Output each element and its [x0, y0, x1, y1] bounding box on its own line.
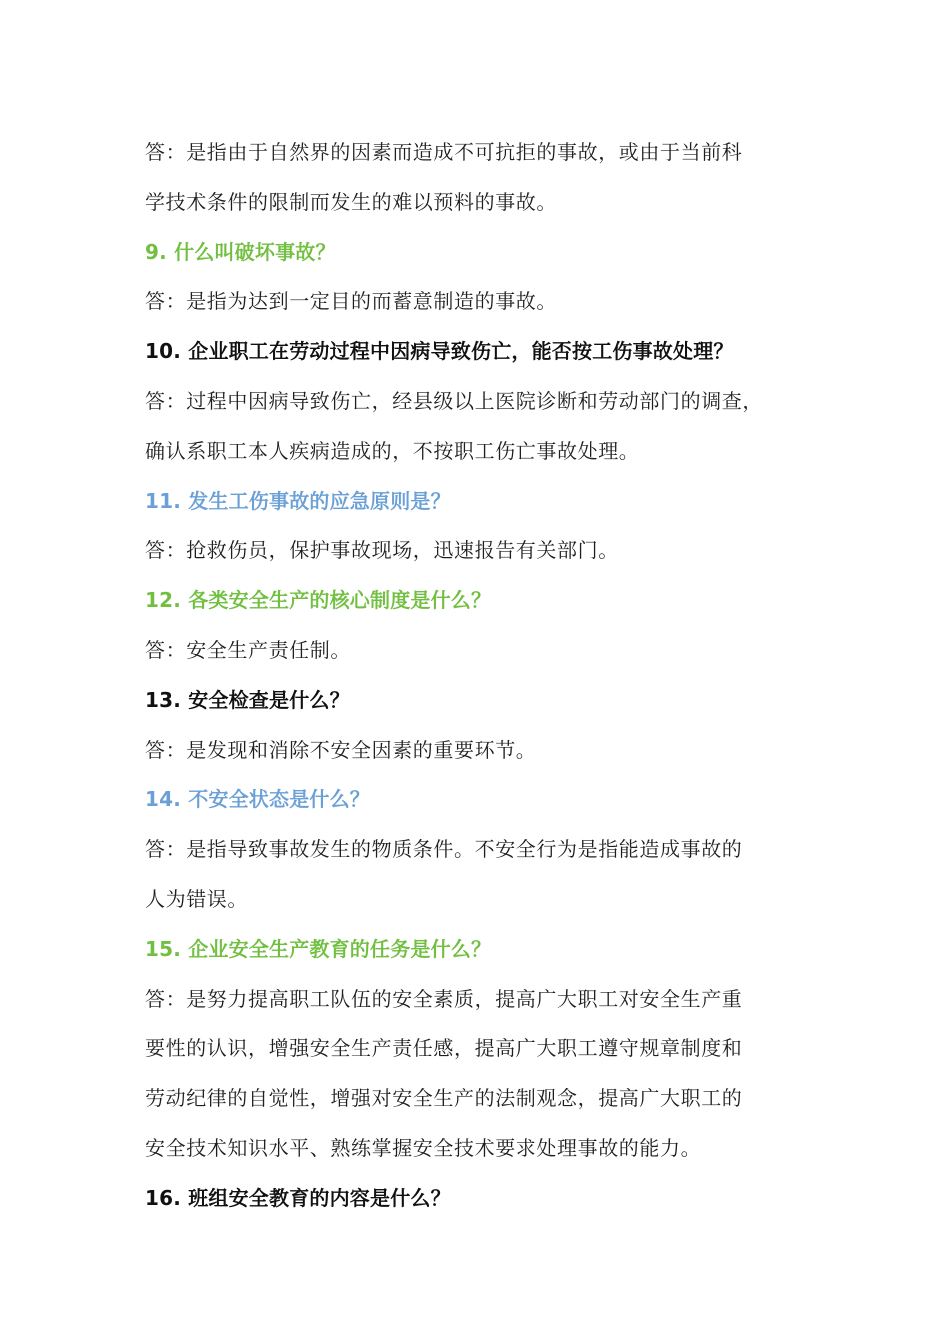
- question-9: 9. 什么叫破坏事故？: [145, 239, 336, 264]
- answer-line: 学技术条件的限制而发生的难以预料的事故。: [145, 189, 557, 214]
- answer-line: 答：是努力提高职工队伍的安全素质，提高广大职工对安全生产重: [145, 986, 743, 1011]
- answer-line: 答：安全生产责任制。: [145, 637, 351, 662]
- question-15: 15. 企业安全生产教育的任务是什么？: [145, 936, 492, 961]
- answer-line: 答：抢救伤员，保护事故现场，迅速报告有关部门。: [145, 538, 619, 563]
- answer-line: 劳动纪律的自觉性，增强对安全生产的法制观念，提高广大职工的: [145, 1086, 743, 1111]
- question-14: 14. 不安全状态是什么？: [145, 787, 370, 812]
- answer-line: 答：是发现和消除不安全因素的重要环节。: [145, 737, 537, 762]
- answer-line: 确认系职工本人疾病造成的，不按职工伤亡事故处理。: [145, 438, 640, 463]
- question-16: 16. 班组安全教育的内容是什么？: [145, 1185, 451, 1210]
- answer-line: 答：是指为达到一定目的而蓄意制造的事故。: [145, 289, 557, 314]
- answer-line: 答：过程中因病导致伤亡，经县级以上医院诊断和劳动部门的调查，: [145, 388, 763, 413]
- question-13: 13. 安全检查是什么？: [145, 687, 350, 712]
- answer-line: 答：是指导致事故发生的物质条件。不安全行为是指能造成事故的: [145, 837, 743, 862]
- document-page: [145, 128, 810, 1224]
- question-10: 10. 企业职工在劳动过程中因病导致伤亡，能否按工伤事故处理？: [145, 339, 734, 364]
- question-12: 12. 各类安全生产的核心制度是什么？: [145, 588, 492, 613]
- answer-line: 安全技术知识水平、熟练掌握安全技术要求处理事故的能力。: [145, 1135, 702, 1160]
- answer-line: 人为错误。: [145, 886, 248, 911]
- question-11: 11. 发生工伤事故的应急原则是？: [145, 488, 451, 513]
- answer-line: 答：是指由于自然界的因素而造成不可抗拒的事故，或由于当前科: [145, 140, 743, 164]
- answer-line: 要性的认识，增强安全生产责任感，提高广大职工遵守规章制度和: [145, 1036, 743, 1061]
